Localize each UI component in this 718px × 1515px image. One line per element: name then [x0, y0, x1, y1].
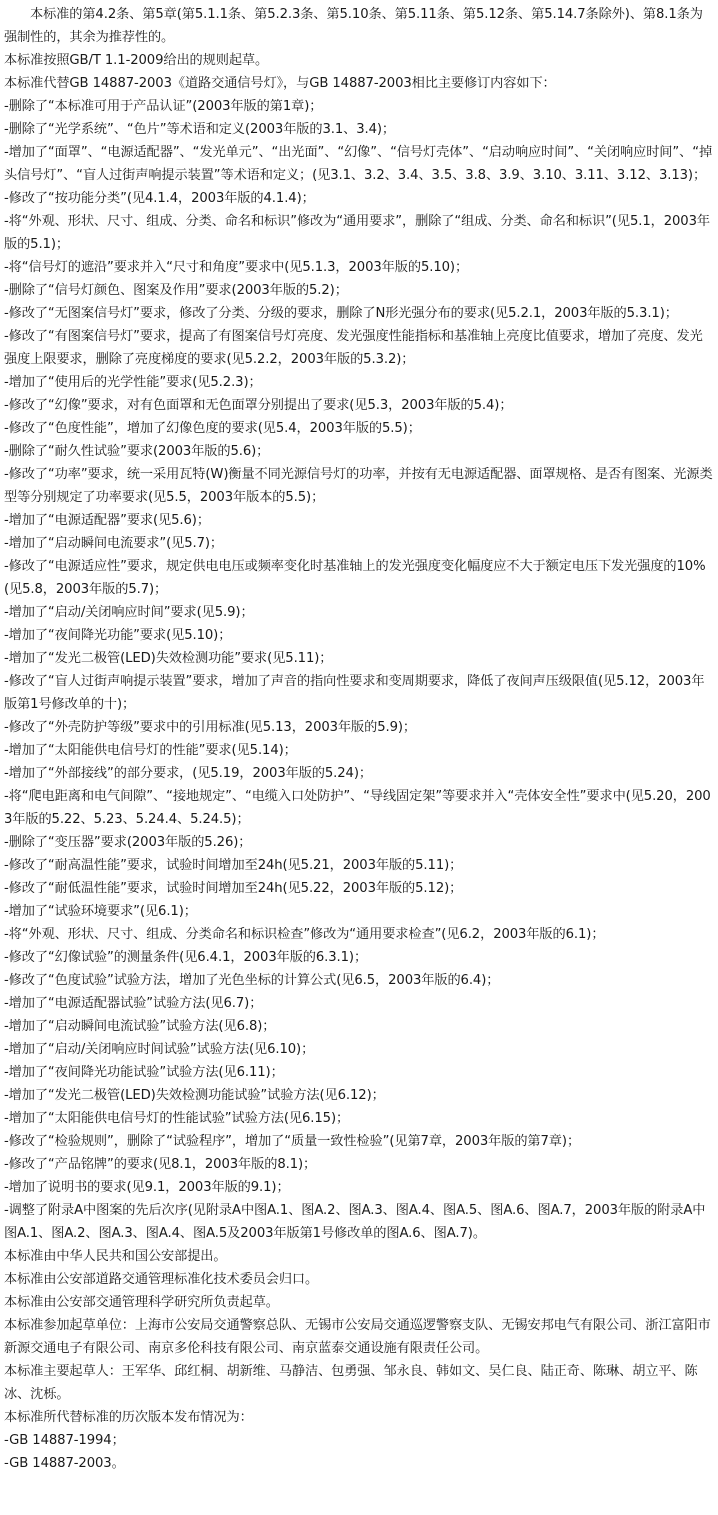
- paragraph: -修改了“检验规则”，删除了“试验程序”，增加了“质量一致性检验”(见第7章，2003年版的第7章)；: [4, 1134, 581, 1149]
- paragraph: 本标准参加起草单位：上海市公安局交通警察总队、无锡市公安局交通巡逻警察支队、无锡安邦电气有限公司、浙江富阳市新源交通电子有限公司、南京多伦科技有限公司、南京蓝泰交通设施有限责任公司。: [4, 1318, 711, 1356]
- paragraph: -增加了“启动瞬间电流要求”(见5.7)；: [4, 536, 224, 551]
- paragraph: -增加了“电源适配器”要求(见5.6)；: [4, 513, 210, 528]
- paragraph: -修改了“功率”要求，统一采用瓦特(W)衡量不同光源信号灯的功率，并按有无电源适配器、面罩规格、是否有图案、光源类型等分别规定了功率要求(见5.5，2003年版本的5.5)；: [4, 467, 713, 505]
- paragraph: -修改了“色度试验”试验方法，增加了光色坐标的计算公式(见6.5，2003年版的6.4)；: [4, 973, 500, 988]
- paragraph: -删除了“变压器”要求(2003年版的5.26)；: [4, 835, 252, 850]
- paragraph: -将“外观、形状、尺寸、组成、分类命名和标识检查”修改为“通用要求检查”(见6.2，2003年版的6.1)；: [4, 927, 605, 942]
- paragraph: -增加了“太阳能供电信号灯的性能”要求(见5.14)；: [4, 743, 297, 758]
- paragraph: -增加了“发光二极管(LED)失效检测功能试验”试验方法(见6.12)；: [4, 1088, 385, 1103]
- paragraph: 本标准按照GB/T 1.1-2009给出的规则起草。: [4, 53, 269, 68]
- paragraph: 本标准代替GB 14887-2003《道路交通信号灯》，与GB 14887-2003相比主要修订内容如下：: [4, 76, 556, 91]
- paragraph: 本标准由公安部道路交通管理标准化技术委员会归口。: [4, 1272, 319, 1287]
- paragraph: -修改了“无图案信号灯”要求，修改了分类、分级的要求，删除了N形光强分布的要求(见5.2.1，2003年版的5.3.1)；: [4, 306, 678, 321]
- paragraph: -删除了“光学系统”、“色片”等术语和定义(2003年版的3.1、3.4)；: [4, 122, 396, 137]
- paragraph: -增加了“夜间降光功能试验”试验方法(见6.11)；: [4, 1065, 284, 1080]
- paragraph: -增加了“太阳能供电信号灯的性能试验”试验方法(见6.15)；: [4, 1111, 350, 1126]
- paragraph: 本标准由公安部交通管理科学研究所负责起草。: [4, 1295, 279, 1310]
- paragraph: -修改了“按功能分类”(见4.1.4，2003年版的4.1.4)；: [4, 191, 315, 206]
- paragraph: 本标准的第4.2条、第5章(第5.1.1条、第5.2.3条、第5.10条、第5.11条、第5.12条、第5.14.7条除外)、第8.1条为强制性的，其余为推荐性的。: [4, 7, 703, 45]
- paragraph: -增加了“夜间降光功能”要求(见5.10)；: [4, 628, 232, 643]
- paragraph: -修改了“外壳防护等级”要求中的引用标准(见5.13，2003年版的5.9)；: [4, 720, 417, 735]
- paragraph: -删除了“本标准可用于产品认证”(2003年版的第1章)；: [4, 99, 323, 114]
- paragraph: -修改了“电源适应性”要求，规定供电电压或频率变化时基准轴上的发光强度变化幅度应不大于额定电压下发光强度的10%(见5.8，2003年版的5.7)；: [4, 559, 706, 597]
- paragraph: -增加了“电源适配器试验”试验方法(见6.7)；: [4, 996, 263, 1011]
- paragraph: 本标准主要起草人：王军华、邱红桐、胡新维、马静洁、包勇强、邹永良、韩如文、吴仁良、陆正奇、陈琳、胡立平、陈冰、沈栎。: [4, 1364, 698, 1402]
- paragraph: -修改了“幻像试验”的测量条件(见6.4.1，2003年版的6.3.1)；: [4, 950, 368, 965]
- paragraph: -删除了“信号灯颜色、图案及作用”要求(2003年版的5.2)；: [4, 283, 348, 298]
- paragraph: -删除了“耐久性试验”要求(2003年版的5.6)；: [4, 444, 270, 459]
- paragraph: -GB 14887-2003。: [4, 1456, 125, 1471]
- paragraph: -修改了“幻像”要求，对有色面罩和无色面罩分别提出了要求(见5.3，2003年版的5.4)；: [4, 398, 513, 413]
- paragraph: -将“爬电距离和电气间隙”、“接地规定”、“电缆入口处防护”、“导线固定架”等要求并入“壳体安全性”要求中(见5.20，2003年版的5.22、5.23、5.24.4、5.24.5)；: [4, 789, 711, 827]
- paragraph: -修改了“有图案信号灯”要求，提高了有图案信号灯亮度、发光强度性能指标和基准轴上亮度比值要求，增加了亮度、发光强度上限要求，删除了亮度梯度的要求(见5.2.2，2003年版的5.3.2)；: [4, 329, 703, 367]
- paragraph: -增加了“试验环境要求”(见6.1)；: [4, 904, 197, 919]
- paragraph: -修改了“产品铭牌”的要求(见8.1，2003年版的8.1)；: [4, 1157, 317, 1172]
- paragraph: -将“外观、形状、尺寸、组成、分类、命名和标识”修改为“通用要求”，删除了“组成、分类、命名和标识”(见5.1，2003年版的5.1)；: [4, 214, 710, 252]
- paragraph: -修改了“耐低温性能”要求，试验时间增加至24h(见5.22，2003年版的5.12)；: [4, 881, 463, 896]
- paragraph: -将“信号灯的遮沿”要求并入“尺寸和角度”要求中(见5.1.3，2003年版的5.10)；: [4, 260, 469, 275]
- paragraph: -修改了“色度性能”，增加了幻像色度的要求(见5.4，2003年版的5.5)；: [4, 421, 421, 436]
- paragraph: -增加了“启动瞬间电流试验”试验方法(见6.8)；: [4, 1019, 276, 1034]
- paragraph: 本标准由中华人民共和国公安部提出。: [4, 1249, 227, 1264]
- paragraph: -修改了“耐高温性能”要求，试验时间增加至24h(见5.21，2003年版的5.11)；: [4, 858, 463, 873]
- paragraph: -增加了“启动/关闭响应时间试验”试验方法(见6.10)；: [4, 1042, 315, 1057]
- paragraph: -GB 14887-1994；: [4, 1433, 125, 1448]
- paragraph: -增加了“面罩”、“电源适配器”、“发光单元”、“出光面”、“幻像”、“信号灯壳体”、“启动响应时间”、“关闭响应时间”、“掉头信号灯”、“盲人过街声响提示装置”等术语和定义；(见3.1、3.2、3.4、3.5、3.8、3.9、3.10、3.11、3.12、3.13)；: [4, 145, 713, 183]
- paragraph: -增加了“使用后的光学性能”要求(见5.2.3)；: [4, 375, 262, 390]
- paragraph: -增加了“启动/关闭响应时间”要求(见5.9)；: [4, 605, 254, 620]
- paragraph: -调整了附录A中图案的先后次序(见附录A中图A.1、图A.2、图A.3、图A.4、图A.5、图A.6、图A.7，2003年版的附录A中图A.1、图A.2、图A.3、图A.4、图A.5及2003年版第1号修改单的图A.6、图A.7)。: [4, 1203, 706, 1241]
- paragraph: 本标准所代替标准的历次版本发布情况为：: [4, 1410, 253, 1425]
- paragraph: -修改了“盲人过街声响提示装置”要求，增加了声音的指向性要求和变周期要求，降低了夜间声压级限值(见5.12，2003年版第1号修改单的十)；: [4, 674, 705, 712]
- paragraph: -增加了说明书的要求(见9.1，2003年版的9.1)；: [4, 1180, 290, 1195]
- paragraph: -增加了“发光二极管(LED)失效检测功能”要求(见5.11)；: [4, 651, 333, 666]
- paragraph: -增加了“外部接线”的部分要求，(见5.19，2003年版的5.24)；: [4, 766, 372, 781]
